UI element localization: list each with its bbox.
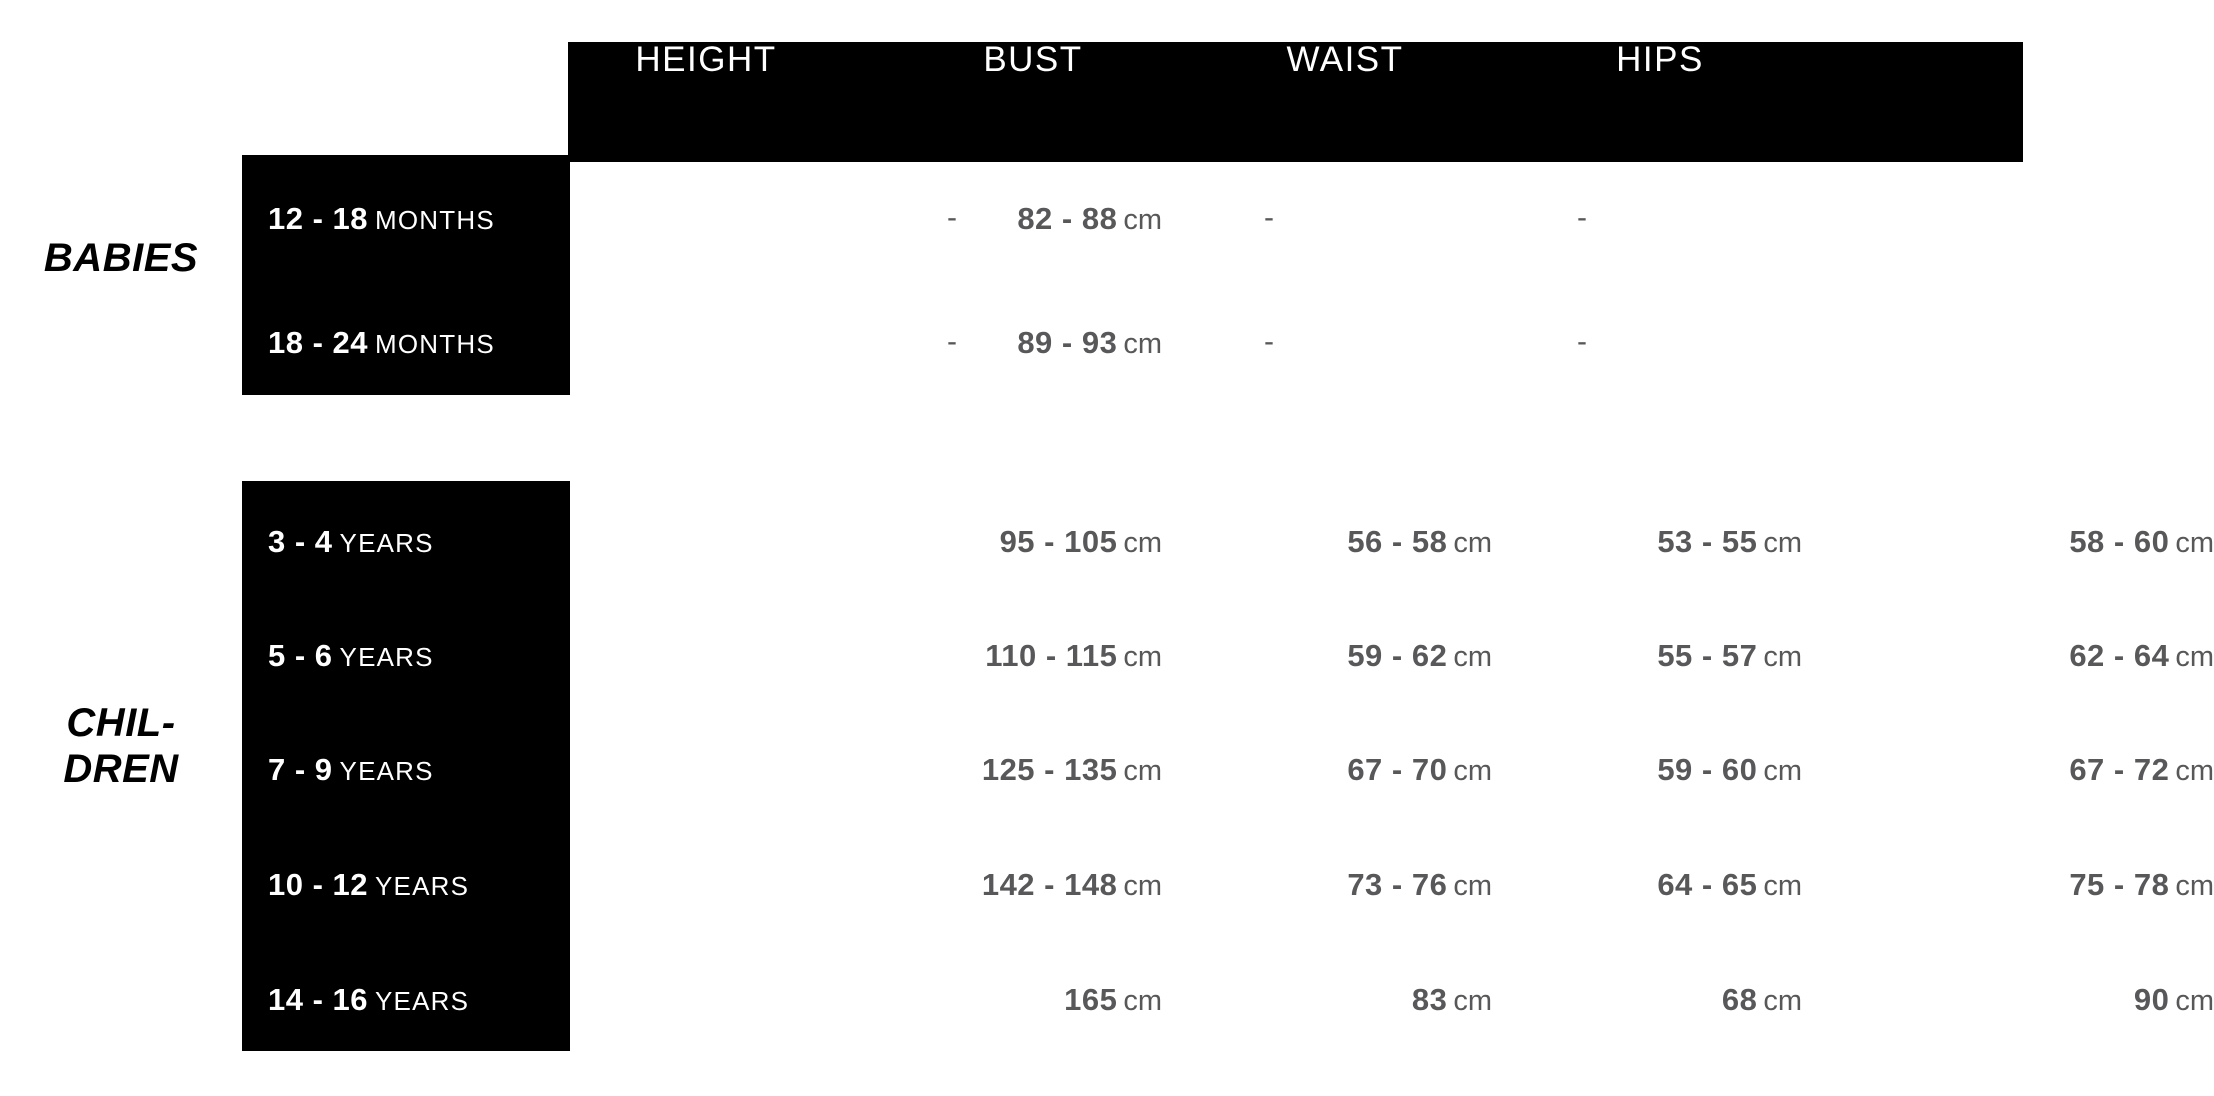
cell-hips-unit: cm: [2175, 755, 2214, 787]
column-header-waist: WAIST: [1286, 40, 1404, 79]
cell-waist-value: -: [1264, 325, 1274, 358]
cell-height-value: 89 - 93: [1017, 325, 1118, 360]
cell-waist-unit: cm: [1763, 641, 1802, 673]
cell-waist-value: 68: [1721, 982, 1758, 1017]
row-age-range: 12 - 18: [268, 201, 369, 236]
cell-hips-value: -: [1577, 201, 1587, 234]
cell-hips: [1632, 867, 2214, 903]
cell-height-value: 142 - 148: [981, 867, 1118, 902]
cell-height-unit: cm: [1123, 755, 1162, 787]
cell-bust: [802, 201, 1102, 235]
cell-hips: [1632, 524, 2214, 560]
cell-waist-value: 53 - 55: [1657, 524, 1758, 559]
row-age-unit: YEARS: [339, 528, 434, 558]
row-age-unit: YEARS: [375, 871, 470, 901]
cell-waist-value: 59 - 60: [1657, 752, 1758, 787]
row-age-unit: MONTHS: [375, 329, 495, 359]
cell-bust-value: 59 - 62: [1347, 638, 1448, 673]
cell-height-value: 110 - 115: [985, 638, 1118, 673]
cell-hips-value: -: [1577, 325, 1587, 358]
cell-height-value: 95 - 105: [999, 524, 1118, 559]
cell-waist-unit: cm: [1763, 527, 1802, 559]
cell-hips-unit: cm: [2175, 641, 2214, 673]
group-title-children-line1: CHIL-: [66, 701, 176, 745]
row-age-label: [242, 201, 570, 237]
row-age-range: 18 - 24: [268, 325, 369, 360]
cell-waist-value: 64 - 65: [1657, 867, 1758, 902]
cell-bust-unit: cm: [1453, 641, 1492, 673]
cell-height-unit: cm: [1123, 985, 1162, 1017]
cell-bust-unit: cm: [1453, 985, 1492, 1017]
cell-bust-value: 73 - 76: [1347, 867, 1448, 902]
cell-waist-value: -: [1264, 201, 1274, 234]
cell-bust-value: -: [947, 325, 957, 358]
cell-height-unit: cm: [1123, 204, 1162, 236]
column-header-hips: HIPS: [1616, 40, 1704, 79]
row-age-label: [242, 982, 570, 1018]
column-header-bust: BUST: [983, 40, 1083, 79]
cell-hips-value: 58 - 60: [2069, 524, 2170, 559]
cell-bust-unit: cm: [1453, 870, 1492, 902]
row-age-label: [242, 638, 570, 674]
cell-bust: [802, 325, 1102, 359]
cell-waist: [1119, 325, 1419, 359]
cell-waist-value: 55 - 57: [1657, 638, 1758, 673]
cell-height-value: 165: [1064, 982, 1118, 1017]
row-age-label: [242, 524, 570, 560]
cell-hips-unit: cm: [2175, 870, 2214, 902]
group-title-children-line2: DREN: [63, 747, 179, 791]
cell-height-unit: cm: [1123, 527, 1162, 559]
cell-waist-unit: cm: [1763, 755, 1802, 787]
cell-height-unit: cm: [1123, 870, 1162, 902]
row-age-unit: YEARS: [339, 642, 434, 672]
cell-hips: [1632, 752, 2214, 788]
cell-hips-value: 75 - 78: [2069, 867, 2170, 902]
row-age-unit: MONTHS: [375, 205, 495, 235]
cell-height-value: 82 - 88: [1017, 201, 1118, 236]
cell-hips-unit: cm: [2175, 985, 2214, 1017]
row-age-label: [242, 325, 570, 361]
row-age-range: 7 - 9: [268, 752, 333, 787]
cell-bust-unit: cm: [1453, 755, 1492, 787]
cell-height-value: 125 - 135: [981, 752, 1118, 787]
cell-hips: [1632, 982, 2214, 1018]
group-title-children: [0, 700, 242, 792]
row-age-unit: YEARS: [339, 756, 434, 786]
cell-waist: [1119, 201, 1419, 235]
cell-hips-value: 67 - 72: [2069, 752, 2170, 787]
row-age-range: 10 - 12: [268, 867, 369, 902]
cell-hips: [1632, 638, 2214, 674]
cell-hips-value: 62 - 64: [2069, 638, 2170, 673]
cell-waist-unit: cm: [1763, 985, 1802, 1017]
cell-hips-value: 90: [2133, 982, 2170, 1017]
cell-bust-value: 67 - 70: [1347, 752, 1448, 787]
row-age-label: [242, 752, 570, 788]
cell-bust-unit: cm: [1453, 527, 1492, 559]
cell-bust-value: 56 - 58: [1347, 524, 1448, 559]
group-title-babies: BABIES: [43, 236, 199, 280]
column-header-height: HEIGHT: [635, 40, 777, 79]
cell-height-unit: cm: [1123, 328, 1162, 360]
cell-bust-value: 83: [1411, 982, 1448, 1017]
row-age-unit: YEARS: [375, 986, 470, 1016]
row-age-label: [242, 867, 570, 903]
cell-hips-unit: cm: [2175, 527, 2214, 559]
cell-height-unit: cm: [1123, 641, 1162, 673]
row-age-range: 5 - 6: [268, 638, 333, 673]
cell-waist-unit: cm: [1763, 870, 1802, 902]
cell-hips: [1432, 201, 1732, 235]
cell-bust-value: -: [947, 201, 957, 234]
row-age-range: 14 - 16: [268, 982, 369, 1017]
row-age-range: 3 - 4: [268, 524, 333, 559]
cell-hips: [1432, 325, 1732, 359]
